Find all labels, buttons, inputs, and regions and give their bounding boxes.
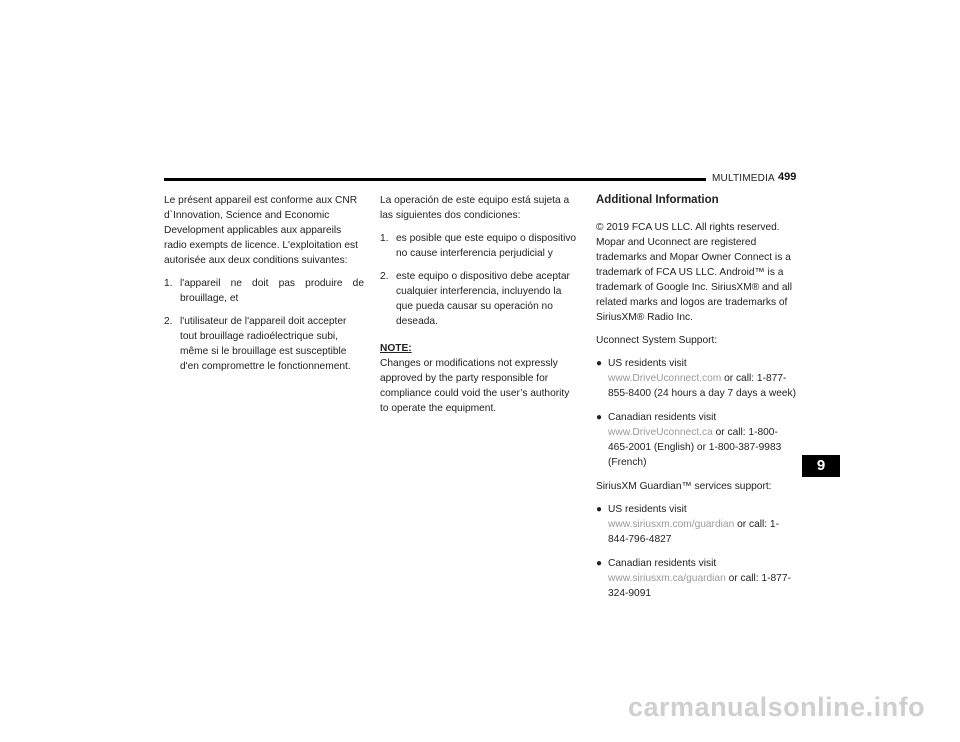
section-heading: Additional Information bbox=[596, 194, 719, 206]
chapter-tab: 9 bbox=[802, 455, 840, 477]
bullet-icon: ● bbox=[596, 558, 603, 569]
list-number: 2. bbox=[380, 271, 389, 282]
bullet-text: US residents visit bbox=[608, 358, 687, 369]
page-number: 499 bbox=[778, 171, 797, 183]
bullet-text: Canadian residents visit bbox=[608, 412, 717, 423]
french-intro: Le présent appareil est conforme aux CNR d`Innovation, Science and Economic Development applicables aux appareils radio exempts de licence. L'exploitation est autorisée aux deux conditions suivantes: bbox=[164, 195, 358, 266]
bullet-text: or call: 1-844-796-4827 bbox=[608, 519, 779, 545]
siriusxm-support-label: SiriusXM Guardian™ services support: bbox=[596, 481, 772, 492]
list-number: 1. bbox=[380, 233, 389, 244]
list-item bbox=[380, 269, 580, 329]
bullet-icon: ● bbox=[596, 358, 603, 369]
uconnect-support-label: Uconnect System Support: bbox=[596, 335, 718, 346]
list-item bbox=[380, 231, 580, 261]
list-text: es posible que este equipo o dispositivo no cause interferencia perjudicial y bbox=[396, 233, 577, 259]
watermark: carmanualsonline.info bbox=[628, 692, 926, 722]
list-text: este equipo o dispositivo debe aceptar cualquier interferencia, incluyendo la que pueda causar su operación no deseada. bbox=[396, 271, 570, 327]
list-item bbox=[596, 502, 798, 547]
list-item bbox=[596, 356, 798, 401]
header-rule bbox=[164, 178, 706, 181]
column-french bbox=[164, 193, 364, 382]
bullet-icon: ● bbox=[596, 412, 603, 423]
copyright-text: © 2019 FCA US LLC. All rights reserved. Mopar and Uconnect are registered trademarks and Mopar Owner Connect is a trademark of FCA US LLC. Android™ is a trademark of Google Inc. SiriusXM® and all related marks and logos are trademarks of SiriusXM® Radio Inc. bbox=[596, 222, 793, 323]
column-additional-info bbox=[596, 193, 798, 610]
note-label: NOTE: bbox=[380, 343, 412, 354]
website-link[interactable]: www.DriveUconnect.ca bbox=[608, 427, 713, 438]
bullet-text: US residents visit bbox=[608, 504, 687, 515]
list-text: l'utilisateur de l'appareil doit accepter tout brouillage radioélectrique subi, même si le brouillage est susceptible d'en compromettre le fonctionnement. bbox=[180, 316, 351, 372]
note-text: Changes or modifications not expressly approved by the party responsible for compliance could void the user’s authority to operate the equipment. bbox=[380, 358, 570, 414]
website-link[interactable]: www.siriusxm.com/guardian bbox=[608, 519, 735, 530]
bullet-icon: ● bbox=[596, 504, 603, 515]
list-item bbox=[596, 556, 798, 601]
website-link[interactable]: www.siriusxm.ca/guardian bbox=[608, 573, 726, 584]
bullet-text: or call: 1-877-855-8400 (24 hours a day 7 days a week) bbox=[608, 373, 797, 399]
bullet-text: or call: 1-877-324-9091 bbox=[608, 573, 791, 599]
bullet-text: Canadian residents visit bbox=[608, 558, 717, 569]
bullet-text: or call: 1-800-465-2001 (English) or 1-800-387-9983 (French) bbox=[608, 427, 782, 468]
section-title: MULTIMEDIA bbox=[712, 173, 775, 184]
list-text: l'appareil ne doit pas produire de brouillage, et bbox=[180, 278, 364, 304]
website-link[interactable]: www.DriveUconnect.com bbox=[608, 373, 722, 384]
list-item bbox=[164, 314, 364, 374]
list-item bbox=[596, 410, 798, 470]
list-number: 2. bbox=[164, 316, 173, 327]
list-number: 1. bbox=[164, 278, 173, 289]
column-spanish bbox=[380, 193, 580, 424]
spanish-intro: La operación de este equipo está sujeta a las siguientes dos condiciones: bbox=[380, 195, 570, 221]
list-item bbox=[164, 276, 364, 306]
